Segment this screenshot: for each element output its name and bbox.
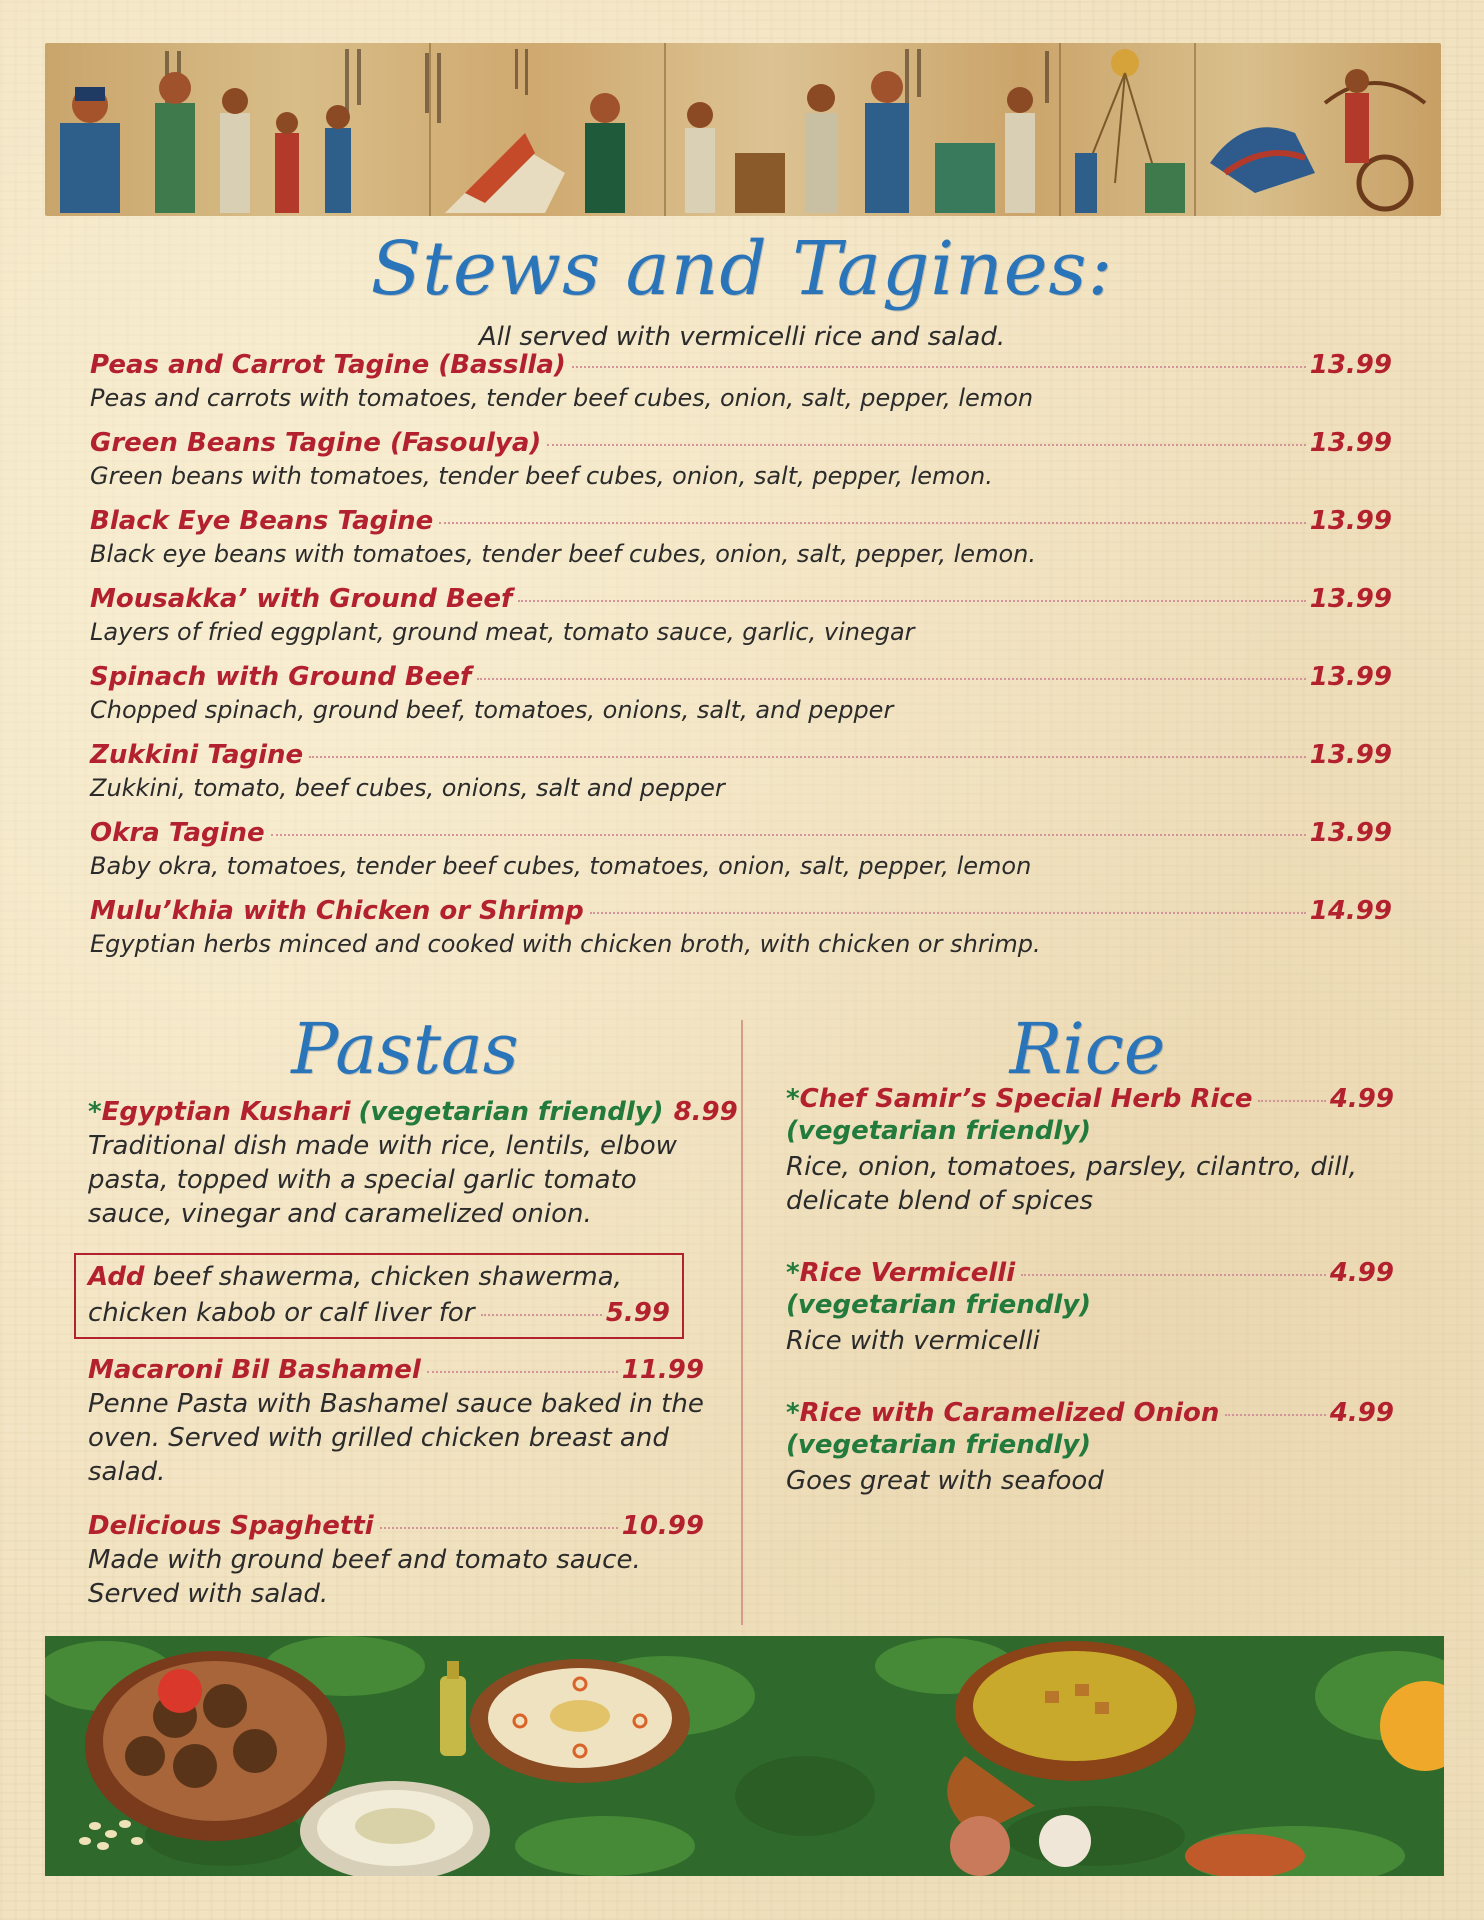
menu-item	[90, 584, 1392, 662]
dot-leader	[481, 1314, 602, 1316]
menu-item-description: Goes great with seafood	[786, 1466, 1104, 1496]
menu-item	[88, 1511, 704, 1611]
vegetarian-star: *	[786, 1398, 800, 1428]
rice-item-name: Rice Vermicelli	[799, 1258, 1016, 1288]
menu-item-name: Black Eye Beans Tagine	[90, 506, 434, 536]
menu-item-price: 4.99	[1329, 1398, 1394, 1428]
egyptian-papyrus-banner	[45, 43, 1441, 216]
menu-item-description: Egyptian herbs minced and cooked with chicken broth, with chicken or shrimp.	[90, 930, 1041, 958]
menu-item-price: 13.99	[1309, 506, 1392, 536]
menu-item	[88, 1355, 704, 1489]
menu-item-name: Mulu’khia with Chicken or Shrimp	[90, 896, 584, 926]
menu-item-price: 11.99	[621, 1355, 704, 1385]
menu-item-description: Green beans with tomatoes, tender beef cubes, onion, salt, pepper, lemon.	[90, 462, 993, 490]
addon-text-line1: beef shawerma, chicken shawerma,	[152, 1262, 622, 1292]
menu-item-name: Zukkini Tagine	[90, 740, 304, 770]
menu-item-price: 4.99	[1329, 1084, 1394, 1114]
dot-leader	[309, 756, 1306, 758]
rice-item-name: Chef Samir’s Special Herb Rice	[799, 1084, 1253, 1114]
menu-item	[786, 1084, 1394, 1218]
food-spread-photo	[45, 1636, 1444, 1876]
menu-item	[88, 1097, 738, 1231]
menu-item-price: 4.99	[1329, 1258, 1394, 1288]
vegetarian-note: (vegetarian friendly)	[786, 1430, 1092, 1460]
addon-add-word: Add	[88, 1262, 145, 1292]
vegetarian-star: *	[786, 1258, 800, 1288]
dot-leader	[271, 834, 1306, 836]
menu-item-description: Chopped spinach, ground beef, tomatoes, onions, salt, and pepper	[90, 696, 894, 724]
menu-item	[90, 506, 1392, 584]
dot-leader	[1225, 1414, 1325, 1416]
menu-item-name: Delicious Spaghetti	[88, 1511, 374, 1541]
vegetarian-note: (vegetarian friendly)	[786, 1116, 1092, 1146]
addon-price: 5.99	[605, 1298, 670, 1328]
menu-item-price: 14.99	[1309, 896, 1392, 926]
dot-leader	[1021, 1274, 1326, 1276]
dot-leader	[518, 600, 1305, 602]
menu-item-name: Macaroni Bil Bashamel	[88, 1355, 421, 1385]
vegetarian-star: *	[786, 1084, 800, 1114]
dot-leader	[477, 678, 1305, 680]
rice-column	[786, 1084, 1394, 1538]
vegetarian-star: *	[88, 1097, 102, 1127]
menu-item-description: Peas and carrots with tomatoes, tender beef cubes, onion, salt, pepper, lemon	[90, 384, 1034, 412]
menu-item-price: 13.99	[1309, 350, 1392, 380]
menu-item-price: 13.99	[1309, 818, 1392, 848]
menu-item-name: Peas and Carrot Tagine (Basslla)	[90, 350, 566, 380]
menu-item-description: Black eye beans with tomatoes, tender beef cubes, onion, salt, pepper, lemon.	[90, 540, 1036, 568]
pastas-column	[88, 1097, 738, 1633]
dot-leader	[380, 1527, 618, 1529]
menu-item-price: 10.99	[621, 1511, 704, 1541]
vegetarian-note: (vegetarian friendly)	[358, 1097, 664, 1127]
menu-item-name	[786, 1398, 1219, 1428]
rice-item-name: Rice with Caramelized Onion	[799, 1398, 1220, 1428]
addon-callout-box	[74, 1253, 684, 1339]
rice-section-title: Rice	[1009, 1008, 1166, 1090]
stews-menu-list	[90, 350, 1392, 974]
dot-leader	[1258, 1100, 1325, 1102]
menu-item-name: Okra Tagine	[90, 818, 265, 848]
menu-item-name	[786, 1258, 1015, 1288]
vegetarian-note: (vegetarian friendly)	[786, 1290, 1092, 1320]
menu-item-description: Rice with vermicelli	[786, 1326, 1040, 1356]
menu-item	[786, 1398, 1394, 1498]
dot-leader	[427, 1371, 618, 1373]
stews-subtitle: All served with vermicelli rice and salad.	[478, 322, 1006, 352]
menu-item-name: Mousakka’ with Ground Beef	[90, 584, 513, 614]
menu-item-price: 13.99	[1309, 584, 1392, 614]
menu-item-description: Baby okra, tomatoes, tender beef cubes, tomatoes, onion, salt, pepper, lemon	[90, 852, 1032, 880]
dot-leader	[547, 444, 1305, 446]
menu-item-name: Spinach with Ground Beef	[90, 662, 472, 692]
menu-item	[90, 818, 1392, 896]
addon-text-line2: chicken kabob or calf liver for	[88, 1298, 475, 1328]
menu-item-name	[88, 1097, 351, 1127]
menu-item	[90, 896, 1392, 974]
column-divider	[741, 1020, 743, 1625]
menu-item-description: Layers of fried eggplant, ground meat, tomato sauce, garlic, vinegar	[90, 618, 915, 646]
menu-item-price: 8.99	[673, 1097, 738, 1127]
menu-item	[90, 662, 1392, 740]
menu-item-description: Zukkini, tomato, beef cubes, onions, salt and pepper	[90, 774, 725, 802]
kushari-name: Egyptian Kushari	[101, 1097, 351, 1127]
menu-item-description: Traditional dish made with rice, lentils, elbow pasta, topped with a special garlic tomato sauce, vinegar and caramelized onion.	[88, 1131, 677, 1229]
dot-leader	[590, 912, 1306, 914]
pastas-section-title: Pastas	[291, 1008, 519, 1090]
stews-section-title: Stews and Tagines:	[370, 226, 1114, 312]
menu-item-description: Rice, onion, tomatoes, parsley, cilantro, dill, delicate blend of spices	[786, 1152, 1357, 1216]
menu-item	[90, 428, 1392, 506]
menu-item-name	[786, 1084, 1252, 1114]
menu-item	[90, 740, 1392, 818]
dot-leader	[439, 522, 1305, 524]
menu-item-description: Made with ground beef and tomato sauce. Served with salad.	[88, 1545, 641, 1609]
menu-item	[90, 350, 1392, 428]
menu-item-price: 13.99	[1309, 428, 1392, 458]
dot-leader	[572, 366, 1306, 368]
menu-item	[786, 1258, 1394, 1358]
menu-item-price: 13.99	[1309, 662, 1392, 692]
menu-item-name: Green Beans Tagine (Fasoulya)	[90, 428, 542, 458]
menu-item-description: Penne Pasta with Bashamel sauce baked in the oven. Served with grilled chicken breast and salad.	[88, 1389, 704, 1487]
menu-item-price: 13.99	[1309, 740, 1392, 770]
